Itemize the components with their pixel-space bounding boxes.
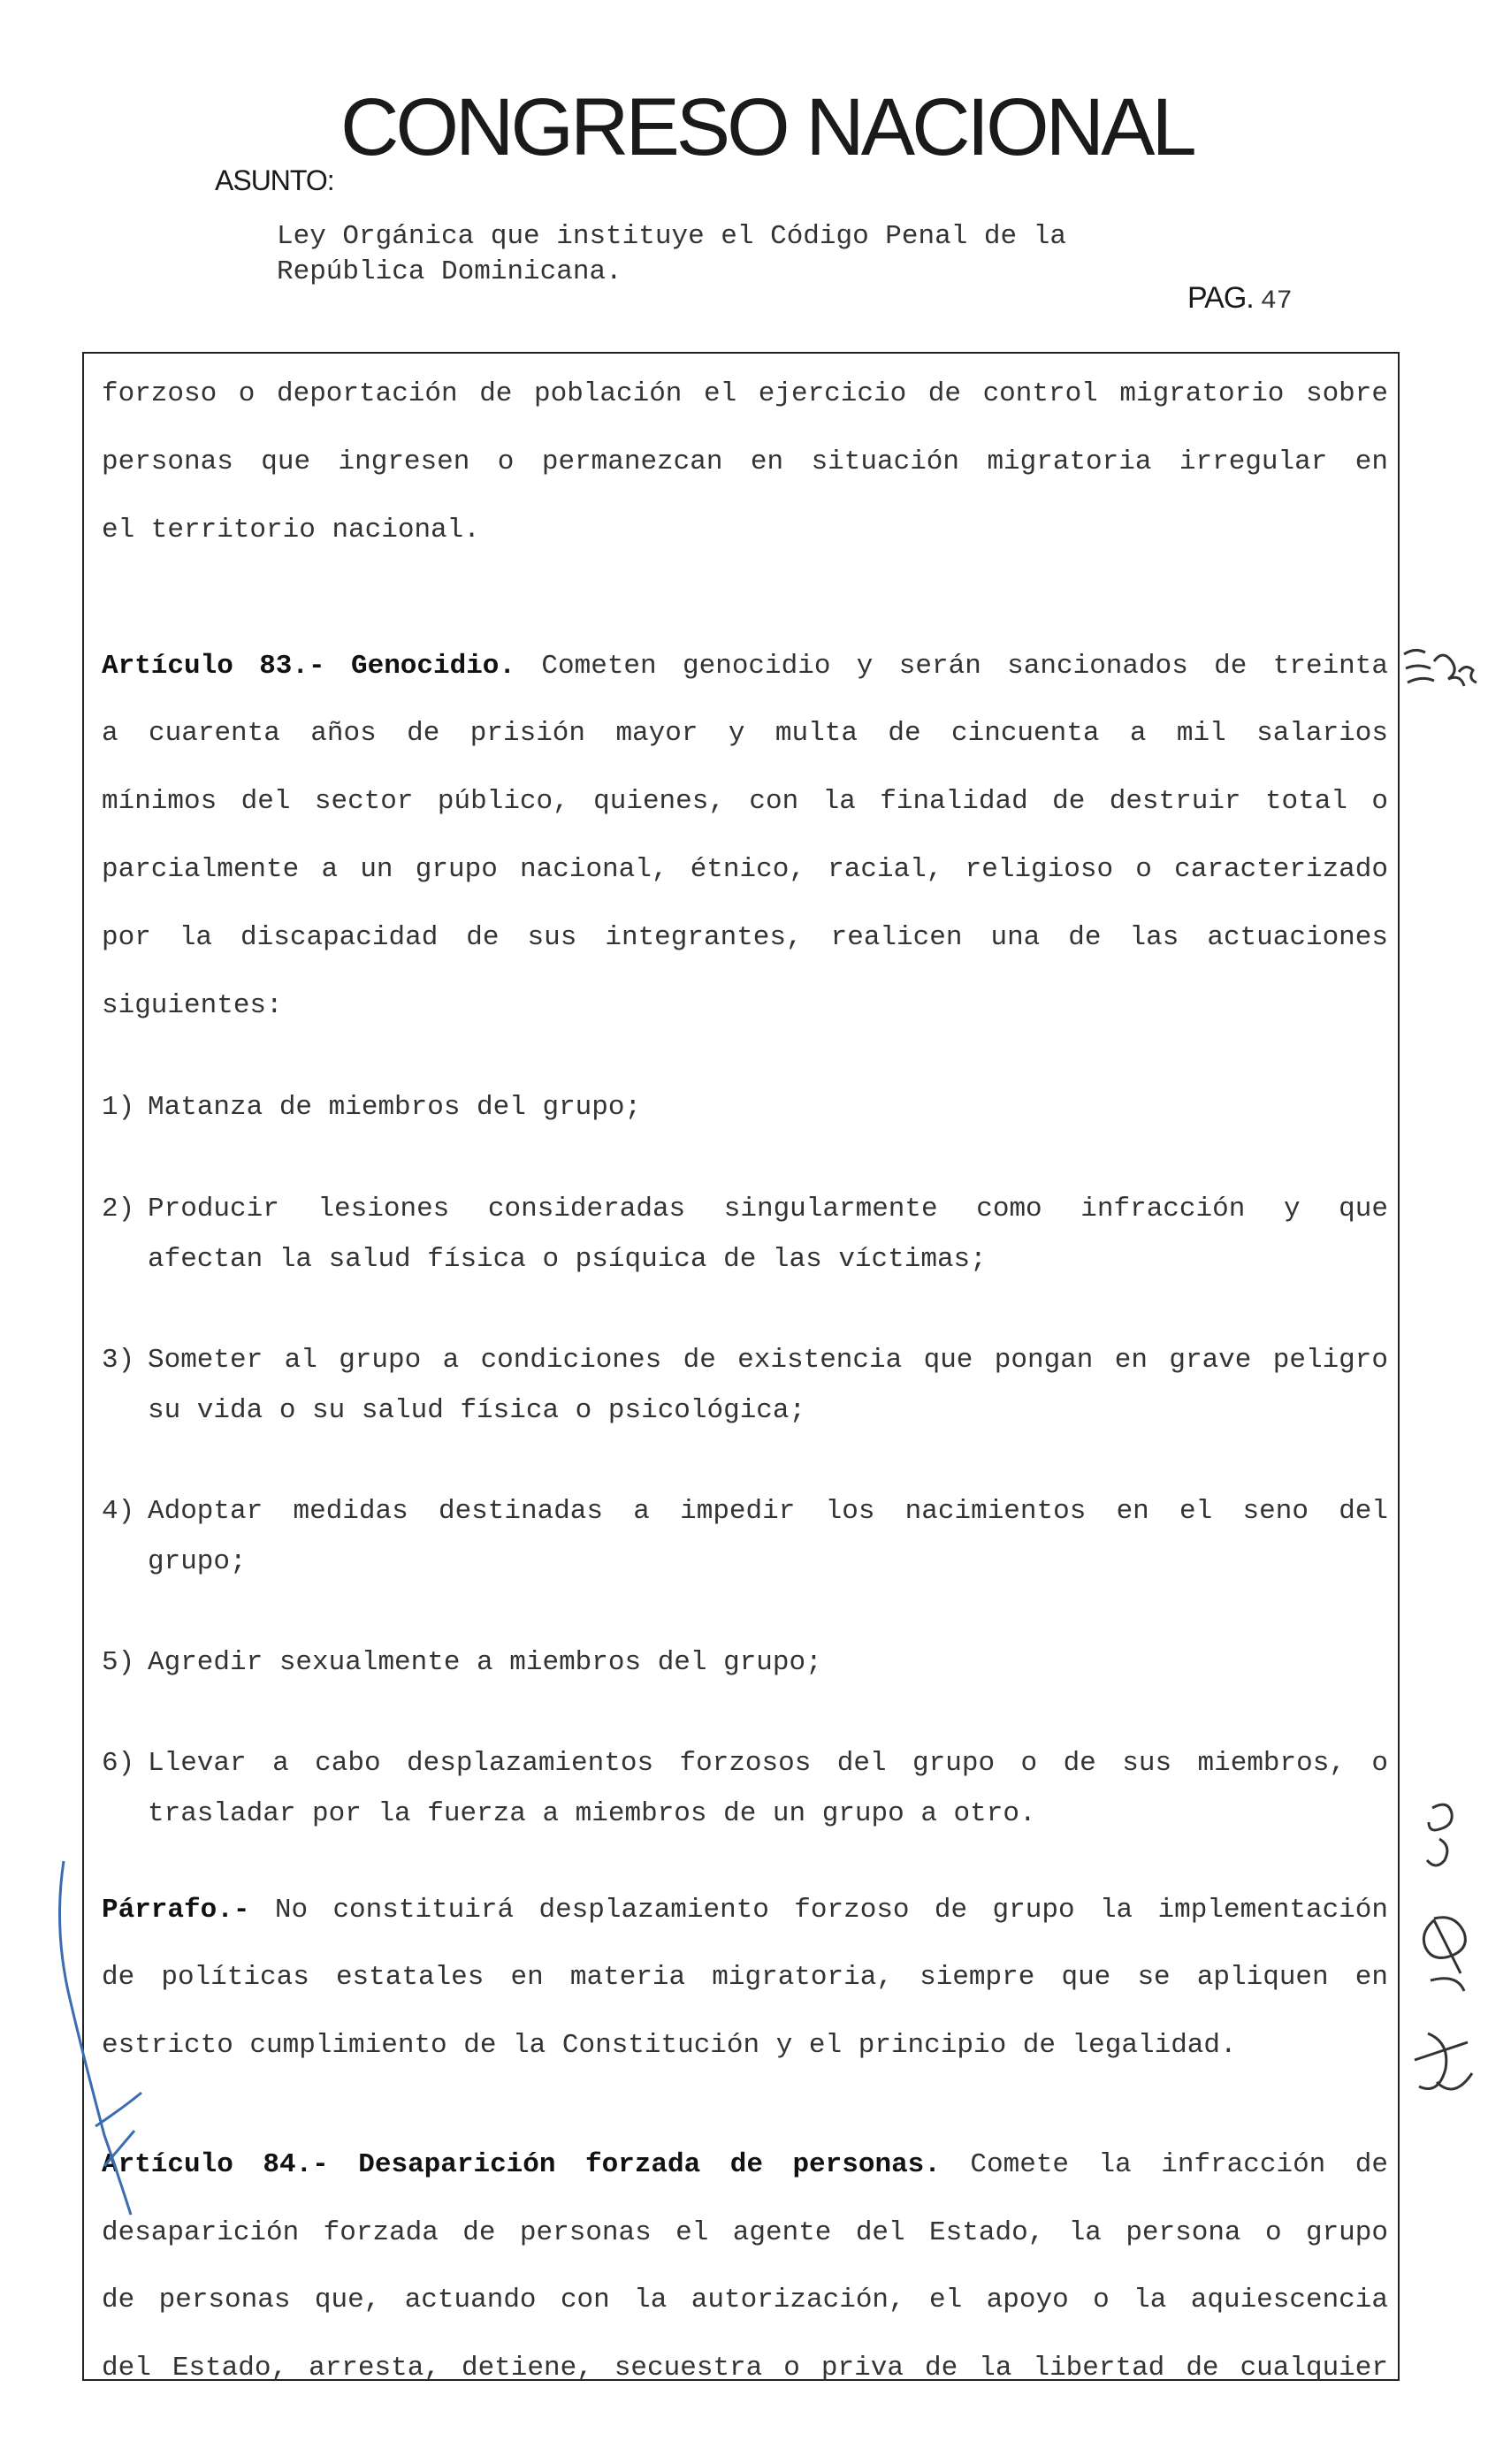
list-item-text: su vida o su salud física o psicológica;	[148, 1395, 806, 1426]
page-label: PAG.	[1187, 281, 1254, 315]
paragraph-line: de personas que, actuando con la autorización, el apoyo o la aquiescencia	[102, 2285, 1388, 2315]
paragraph-line: siguientes:	[102, 990, 283, 1021]
list-item-text: Llevar a cabo desplazamientos forzosos del grupo o de sus miembros, o	[148, 1748, 1388, 1779]
paragraph-line: forzoso o deportación de población el ejercicio de control migratorio sobre	[102, 378, 1388, 409]
subject-text-line2: República Dominicana.	[277, 256, 622, 287]
paragraph-line: parcialmente a un grupo nacional, étnico, racial, religioso o caracterizado	[102, 854, 1388, 885]
paragraph-line: por la discapacidad de sus integrantes, realicen una de las actuaciones	[102, 922, 1388, 953]
list-item-number: 3)	[102, 1345, 135, 1376]
article-83-text: Cometen genocidio y serán sancionados de treinta	[515, 651, 1388, 682]
list-item-text: grupo;	[148, 1546, 247, 1577]
paragraph-line: mínimos del sector público, quienes, con la finalidad de destruir total o	[102, 786, 1388, 817]
asunto-label: ASUNTO:	[215, 164, 334, 196]
article-84-heading: Artículo 84.- Desaparición forzada de personas.	[102, 2149, 941, 2180]
list-item-number: 6)	[102, 1748, 135, 1779]
article-83-heading: Artículo 83.- Genocidio.	[102, 651, 516, 682]
margin-signature-right	[1415, 1804, 1472, 2089]
list-item-number: 2)	[102, 1194, 135, 1224]
parrafo-text: No constituirá desplazamiento forzoso de grupo la implementación	[249, 1895, 1388, 1926]
parrafo-heading: Párrafo.-	[102, 1895, 250, 1926]
list-item-text: Someter al grupo a condiciones de existencia que pongan en grave peligro	[148, 1345, 1388, 1376]
page-number-value: 47	[1260, 286, 1293, 317]
paragraph-line: personas que ingresen o permanezcan en situación migratoria irregular en	[102, 446, 1388, 477]
paragraph-line: del Estado, arresta, detiene, secuestra o priva de la libertad de cualquier	[102, 2353, 1388, 2384]
page-title: CONGRESO NACIONAL	[340, 82, 1194, 172]
paragraph-line: de políticas estatales en materia migratoria, siempre que se apliquen en	[102, 1962, 1388, 1993]
list-item-number: 1)	[102, 1092, 135, 1123]
list-item-text: Producir lesiones consideradas singularmente como infracción y que	[148, 1194, 1388, 1224]
list-item-text: Agredir sexualmente a miembros del grupo;	[148, 1647, 822, 1678]
paragraph-line: a cuarenta años de prisión mayor y multa de cincuenta a mil salarios	[102, 718, 1388, 749]
list-item-number: 4)	[102, 1496, 135, 1527]
list-item-number: 5)	[102, 1647, 135, 1678]
list-item-text: Adoptar medidas destinadas a impedir los nacimientos en el seno del	[148, 1496, 1388, 1527]
paragraph-line: desaparición forzada de personas el agente del Estado, la persona o grupo	[102, 2217, 1388, 2248]
list-item-text: afectan la salud física o psíquica de las víctimas;	[148, 1244, 987, 1275]
list-item-text: Matanza de miembros del grupo;	[148, 1092, 642, 1123]
list-item-text: trasladar por la fuerza a miembros de un grupo a otro.	[148, 1798, 1036, 1829]
initials-signature-top	[1404, 650, 1477, 686]
subject-text: Ley Orgánica que instituye el Código Penal de la	[277, 221, 1066, 252]
paragraph-line: estricto cumplimiento de la Constitución y el principio de legalidad.	[102, 2030, 1237, 2061]
blue-margin-signature	[60, 1861, 142, 2215]
paragraph-line: el territorio nacional.	[102, 515, 480, 545]
article-84-text: Comete la infracción de	[940, 2149, 1388, 2180]
